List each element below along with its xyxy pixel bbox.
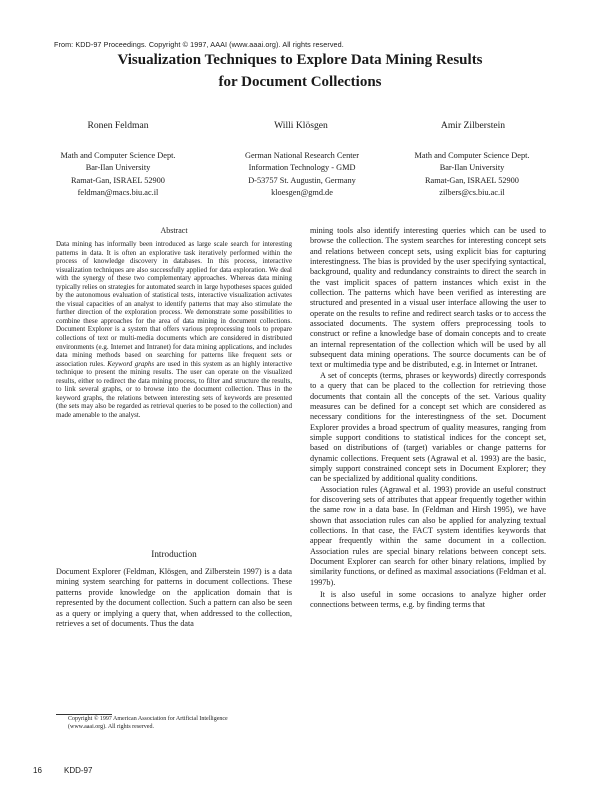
author-affiliation-1: [38, 150, 198, 200]
footnote-rule: [56, 714, 112, 715]
body-paragraph: mining tools also identify interesting queries which can be used to browse the collection. The system searches for interesting concept sets and relations between concept sets, using explicit bias for capturing interestingness. The bias is provided by the user specifying syntactical, background, quality and redundancy constraints to direct the search in the vast implicit spaces of pattern instances which exist in the collection. The patterns which have been verified as interesting are structured and presented in a visual user interface allowing the user to operate on the results to refine and redirect search tasks or to access the associated documents. The system offers preprocessing tools to construct or refine a knowledge base of domain concepts and to create an internal representation of the collection which will be used by all subsequent data mining operations. The source documents can be of text or multimedia type and be distributed, e.g. in Internet or Intranet.: [310, 226, 546, 370]
author-name-2: Willi Klösgen: [274, 120, 328, 131]
introduction-paragraph: Document Explorer (Feldman, Klösgen, and Zilberstein 1997) is a data mining system searching for patterns in document collections. These patterns provide knowledge on the application domain that is represented by the document collection. Such a pattern can also be seen as a query or implying a query that, when addressed to the collection, retrieves a set of documents. Thus the data: [56, 567, 292, 629]
introduction-heading: Introduction: [151, 549, 197, 559]
abstract-text-part-2: are used in this system as an highly interactive technique to present the mining results. The user can operate on the visualized results, either to redirect the data mining process, to filter and structure the results, to link several graphs, or to browse into the document collection. Thus in the keyword graphs, the relations between interesting sets of keywords are presented (the sets may also be regarded as retrieval queries to be posed to the collection) and made amenable to the analyst.: [56, 359, 293, 419]
body-paragraph: Association rules (Agrawal et al. 1993) provide an useful construct for discovering sets of attributes that appear frequently together within the same row in a data base. In (Feldman and Hirsh 1995), we have shown that association rules can also be applied for analyzing textual collections. In that case, the FACT system identifies keywords that appear frequently within the same document in a collection. Association rules are special binary relations between concept sets. Document Explorer can search for other binary relations, implied by similarity functions, or defined as maximal associations (Feldman et al. 1997b).: [310, 484, 546, 587]
affiliation-line: Bar-Ilan University: [85, 163, 151, 173]
body-paragraph: It is also useful in some occasions to analyze higher order connections between terms, e.g. by finding terms that: [310, 590, 546, 610]
abstract-text-part-1: Data mining has informally been introduced as large scale search for interesting patterns in data. It is often an explorative task iteratively performed within the process of knowledge discovery in databases. In this process, interactive visualization techniques are also successfully applied for data exploration. We deal with the synergy of these two complementary approaches. Whereas data mining typically relies on strategies for automated search in large hypotheses spaces guided by the autonomous evaluation of statistical tests, interactive visualization activates the visual capacities of an analyst to identify patterns that may also stimulate the further direction of the exploration process. We demonstrate some possibilities to combine these approaches for the area of data mining in document collections. Document Explorer is a system that offers various preprocessing tools to prepare collections of text or multi-media documents which are considered in distributed environments (e.g. Internet and Intranet) for data mining applications, and includes data mining methods based on searching for patterns like frequent sets or association rules.: [56, 240, 292, 368]
abstract-body: [56, 240, 292, 419]
affiliation-line: Ramat-Gan, ISRAEL 52900: [425, 175, 519, 185]
author-email: feldman@macs.biu.ac.il: [77, 188, 159, 198]
introduction-body: [56, 567, 292, 629]
page-number: 16: [33, 766, 42, 775]
right-column-body: [310, 226, 546, 611]
footer-venue: KDD-97: [64, 766, 93, 775]
abstract-paragraph: [56, 240, 292, 419]
author-affiliation-2: [222, 150, 382, 200]
author-name-1: Ronen Feldman: [87, 120, 149, 131]
paper-title-line-1: Visualization Techniques to Explore Data Mining Results: [117, 52, 483, 68]
affiliation-line: Math and Computer Science Dept.: [60, 151, 176, 160]
footnote-line-1: Copyright © 1997 American Association for Artificial Intelligence: [68, 716, 228, 722]
author-name-3: Amir Zilberstein: [440, 120, 506, 131]
publication-header: From: KDD-97 Proceedings. Copyright © 1997, AAAI (www.aaai.org). All rights reserved.: [54, 40, 344, 49]
affiliation-line: Math and Computer Science Dept.: [414, 151, 530, 160]
affiliation-line: Ramat-Gan, ISRAEL 52900: [71, 175, 165, 185]
affiliation-line: D-53757 St. Augustin, Germany: [248, 175, 356, 185]
keyword-graphs-term: Keyword graphs: [107, 359, 155, 368]
author-affiliation-3: [392, 150, 552, 200]
body-paragraph: A set of concepts (terms, phrases or keywords) directly corresponds to a query that can be placed to the collection for retrieving those documents that contain all the concepts of the set. Various quality measures can be defined for a concept set which are considered as necessary conditions for the interestingness of the set. Document Explorer provides a broad spectrum of quality measures, ranging from simple support conditions to statistical indices for the concept set, based on distributions of (target) variables or change patterns for dynamic collections. Frequent sets (Agrawal et al. 1993) are the basic, simply support constrained concept sets in Document Explorer; they can be specialized by additional quality conditions.: [310, 370, 546, 484]
author-email: kloesgen@gmd.de: [271, 188, 333, 198]
copyright-footnote: [68, 716, 298, 731]
affiliation-line: German National Research Center: [244, 151, 360, 160]
paper-title-line-2: for Document Collections: [218, 74, 382, 90]
abstract-heading: Abstract: [160, 226, 188, 235]
affiliation-line: Bar-Ilan University: [439, 163, 505, 173]
affiliation-line: Information Technology - GMD: [248, 163, 356, 173]
footnote-line-2: (www.aaai.org). All rights reserved.: [68, 723, 154, 730]
author-email: zilbers@cs.biu.ac.il: [439, 188, 505, 198]
